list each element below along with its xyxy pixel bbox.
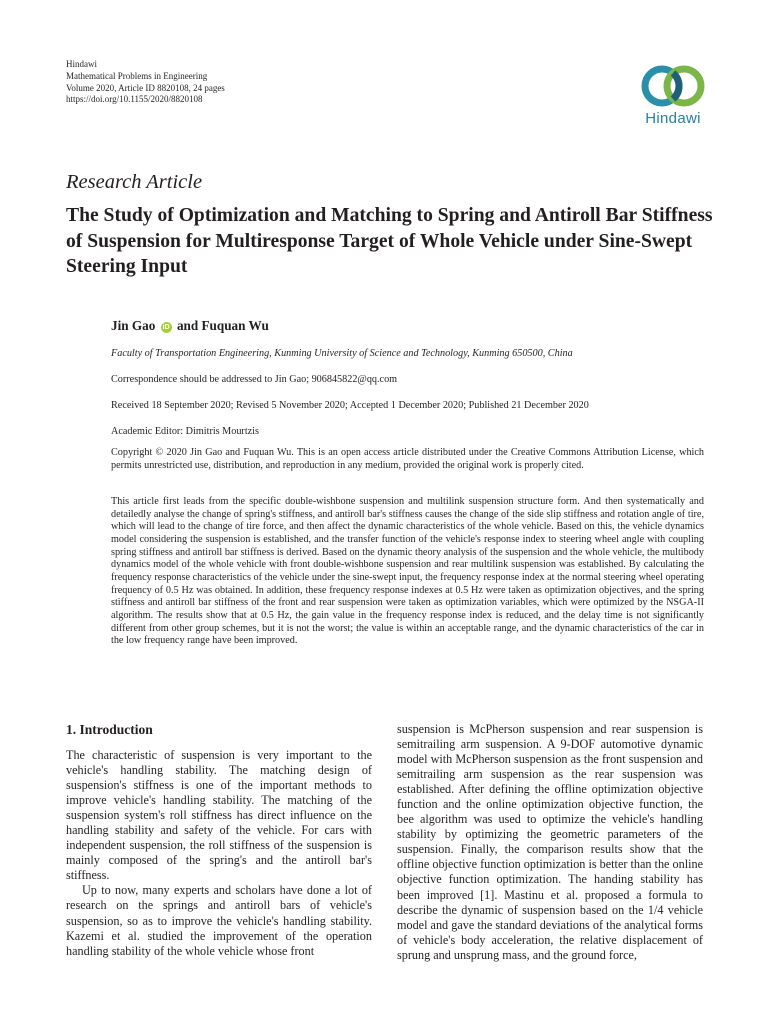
volume-info: Volume 2020, Article ID 8820108, 24 pages xyxy=(66,82,225,93)
article-type: Research Article xyxy=(66,171,203,193)
hindawi-logo-text: Hindawi xyxy=(645,110,701,127)
right-column xyxy=(397,722,703,963)
correspondence: Correspondence should be addressed to Jin Gao; 906845822@qq.com xyxy=(111,374,398,385)
intro-paragraph-continued: suspension is McPherson suspension and rear suspension is semitrailing arm suspension. A 9-DOF automotive dynamic model with McPherson suspension as the front suspension and semitrailing arm suspension as the rear suspension was established. After defining the offline optimization objective function and the online optimization objective function, the bee algorithm was used to optimize the vehicle's handling stability by optimizing the geometric parameters of the suspension. Finally, the comparison results show that the offline objective function optimization is better than the online objective function optimization. The handing stability has been improved [1]. Mastinu et al. proposed a formula to describe the dynamic of suspension based on the 1/4 vehicle model and gave the standard deviations of the analytical forms of vehicle's body acceleration, the relative displacement of sprung and unsprung mass, and the ground force, xyxy=(397,722,703,962)
copyright-notice: Copyright © 2020 Jin Gao and Fuquan Wu. This is an open access article distributed under the Creative Commons Attribution License, which permits unrestricted use, distribution, and reproduction in any medium, provided the original work is properly cited. xyxy=(111,447,704,471)
journal-name: Mathematical Problems in Engineering xyxy=(66,70,208,81)
paper-title: The Study of Optimization and Matching to Spring and Antiroll Bar Stiffness of Suspension for Multiresponse Target of Whole Vehicle under Sine-Swept Steering Input xyxy=(66,205,713,277)
left-column xyxy=(66,748,372,959)
academic-editor: Academic Editor: Dimitris Mourtzis xyxy=(111,426,259,437)
affiliation: Faculty of Transportation Engineering, Kunming University of Science and Technology, Kunming 650500, China xyxy=(111,348,573,359)
author-fuquan-wu[interactable]: and Fuquan Wu xyxy=(176,318,269,333)
journal-header xyxy=(66,59,225,106)
section-heading-introduction: 1. Introduction xyxy=(66,722,153,737)
intro-paragraph-2: Up to now, many experts and scholars have done a lot of research on the springs and antiroll bars of vehicle's suspension, so as to improve the vehicle's handling stability. Kazemi et al. studied the improvement of the operation handling stability of the whole vehicle whose front xyxy=(66,883,372,958)
author-list xyxy=(111,318,269,334)
publication-dates: Received 18 September 2020; Revised 5 November 2020; Accepted 1 December 2020; Published 21 December 2020 xyxy=(111,400,589,411)
publisher-name: Hindawi xyxy=(66,59,97,69)
author-jin-gao[interactable]: Jin Gao xyxy=(111,318,156,333)
orcid-icon[interactable]: iD xyxy=(162,324,170,331)
abstract: This article first leads from the specific double-wishbone suspension and multilink suspension structure form. And then systematically and detailedly analyse the change of spring's stiffness, and antiroll bar's stiffness causes the change of the side slip stiffness and rotation angle of tire, which will lead to the change of tire force, and then affect the dynamic characteristics of the whole vehicle. Based on this, the vehicle dynamics model considering the suspension is established, and the transfer function of the vehicle's response index to steering wheel angle with coupling spring stiffness and antiroll bar stiffness is derived. Based on the dynamic theory analysis of the suspension and the whole vehicle, the multibody dynamics model of the whole vehicle with front double-wishbone suspension and rear multilink suspension was established. By calculating the frequency response characteristics of the vehicle under the sine-swept input, the frequency response index at the normal steering wheel operating frequency of 0.5 Hz was obtained. In addition, these frequency response indexes at 0.5 Hz were taken as optimization objectives, and the spring stiffness and antiroll bar stiffness of the front and rear suspension were taken as optimization variables, which were optimized by the NSGA-II algorithm. The results show that at 0.5 Hz, the gain value in the frequency response index is reduced, and the delay time is not significantly different from other group schemes, but it is not the worst; the value is within an acceptable range, and the dynamic characteristics of the car in the low frequency range have been improved. xyxy=(111,496,704,647)
intro-paragraph-1: The characteristic of suspension is very important to the vehicle's handling stability. The matching design of suspension's stiffness is one of the important methods to improve vehicle's handling stability. The matching of the suspension system's roll stiffness has direct influence on the handling stability and safety of the vehicle. For cars with independent suspension, the roll stiffness of the suspension is mainly composed of the spring's and the antiroll bar's stiffness. xyxy=(66,748,372,883)
doi-link[interactable]: https://doi.org/10.1155/2020/8820108 xyxy=(66,94,203,105)
